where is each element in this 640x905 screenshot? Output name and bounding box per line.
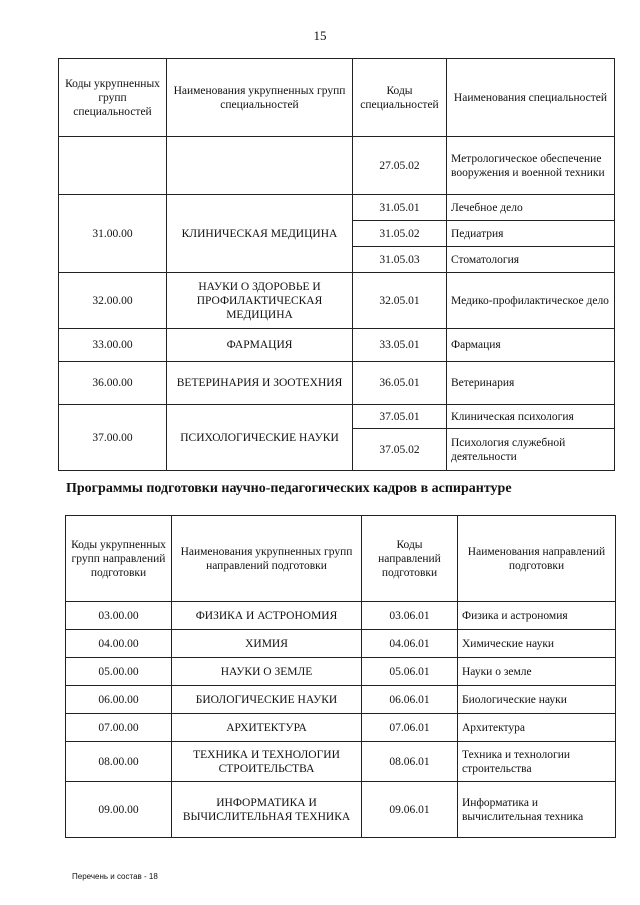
header-cell: Наименования направлений подготовки [458,516,616,602]
direction-code-cell: 08.06.01 [362,742,458,782]
group-code-cell [59,137,167,195]
header-cell: Наименования укрупненных групп специальностей [167,59,353,137]
direction-code-cell: 04.06.01 [362,630,458,658]
group-name-cell: ИНФОРМАТИКА И ВЫЧИСЛИТЕЛЬНАЯ ТЕХНИКА [172,782,362,838]
direction-code-cell: 05.06.01 [362,658,458,686]
postgraduate-programs-table [65,515,616,838]
header-cell: Коды направлений подготовки [362,516,458,602]
direction-name-cell: Техника и технологии строительства [458,742,616,782]
group-code-cell: 04.00.00 [66,630,172,658]
specialty-name-cell: Клиническая психология [447,405,615,429]
group-code-cell: 31.00.00 [59,195,167,273]
group-name-cell: НАУКИ О ЗЕМЛЕ [172,658,362,686]
table-header-row [66,516,616,602]
section-heading: Программы подготовки научно-педагогических кадров в аспирантуре [66,481,512,496]
group-code-cell: 37.00.00 [59,405,167,471]
specialty-code-cell: 37.05.02 [353,429,447,471]
direction-name-cell: Биологические науки [458,686,616,714]
direction-code-cell: 09.06.01 [362,782,458,838]
table-row [59,405,615,429]
table-row [66,658,616,686]
specialty-code-cell: 31.05.03 [353,247,447,273]
specialty-name-cell: Ветеринария [447,362,615,405]
specialty-code-cell: 31.05.02 [353,221,447,247]
table-header-row [59,59,615,137]
header-cell: Коды укрупненных групп направлений подготовки [66,516,172,602]
group-code-cell: 07.00.00 [66,714,172,742]
direction-code-cell: 03.06.01 [362,602,458,630]
direction-name-cell: Науки о земле [458,658,616,686]
group-code-cell: 03.00.00 [66,602,172,630]
specialty-code-cell: 33.05.01 [353,329,447,362]
page-number: 15 [313,28,327,43]
group-name-cell: КЛИНИЧЕСКАЯ МЕДИЦИНА [167,195,353,273]
direction-name-cell: Физика и астрономия [458,602,616,630]
specialty-code-cell: 36.05.01 [353,362,447,405]
group-code-cell: 08.00.00 [66,742,172,782]
direction-code-cell: 06.06.01 [362,686,458,714]
table-row [66,742,616,782]
specialty-code-cell: 27.05.02 [353,137,447,195]
specialty-name-cell: Медико-профилактическое дело [447,273,615,329]
header-cell: Коды укрупненных групп специальностей [59,59,167,137]
group-code-cell: 06.00.00 [66,686,172,714]
direction-name-cell: Информатика и вычислительная техника [458,782,616,838]
specialty-name-cell: Фармация [447,329,615,362]
specialty-name-cell: Психология служебной деятельности [447,429,615,471]
group-name-cell: ВЕТЕРИНАРИЯ И ЗООТЕХНИЯ [167,362,353,405]
specialty-name-cell: Педиатрия [447,221,615,247]
group-name-cell: ХИМИЯ [172,630,362,658]
table-row [59,137,615,195]
group-name-cell: БИОЛОГИЧЕСКИЕ НАУКИ [172,686,362,714]
direction-name-cell: Архитектура [458,714,616,742]
header-cell: Наименования специальностей [447,59,615,137]
table-row [59,273,615,329]
table-row [59,362,615,405]
direction-code-cell: 07.06.01 [362,714,458,742]
group-code-cell: 09.00.00 [66,782,172,838]
group-name-cell: ФИЗИКА И АСТРОНОМИЯ [172,602,362,630]
group-code-cell: 36.00.00 [59,362,167,405]
group-name-cell: ФАРМАЦИЯ [167,329,353,362]
group-code-cell: 32.00.00 [59,273,167,329]
table-row [66,714,616,742]
group-name-cell: ТЕХНИКА И ТЕХНОЛОГИИ СТРОИТЕЛЬСТВА [172,742,362,782]
table-row [66,630,616,658]
specialty-name-cell: Метрологическое обеспечение вооружения и военной техники [447,137,615,195]
specialties-table [58,58,615,471]
specialty-name-cell: Стоматология [447,247,615,273]
table-row [66,602,616,630]
table-row [66,686,616,714]
table-row [59,195,615,221]
header-cell: Коды специальностей [353,59,447,137]
group-name-cell: НАУКИ О ЗДОРОВЬЕ И ПРОФИЛАКТИЧЕСКАЯ МЕДИЦИНА [167,273,353,329]
direction-name-cell: Химические науки [458,630,616,658]
group-name-cell [167,137,353,195]
group-code-cell: 33.00.00 [59,329,167,362]
specialty-code-cell: 37.05.01 [353,405,447,429]
header-cell: Наименования укрупненных групп направлений подготовки [172,516,362,602]
group-name-cell: АРХИТЕКТУРА [172,714,362,742]
group-code-cell: 05.00.00 [66,658,172,686]
table-row [59,329,615,362]
table-row [66,782,616,838]
footer-note: Перечень и состав - 18 [72,872,158,881]
specialty-code-cell: 31.05.01 [353,195,447,221]
specialty-name-cell: Лечебное дело [447,195,615,221]
group-name-cell: ПСИХОЛОГИЧЕСКИЕ НАУКИ [167,405,353,471]
specialty-code-cell: 32.05.01 [353,273,447,329]
